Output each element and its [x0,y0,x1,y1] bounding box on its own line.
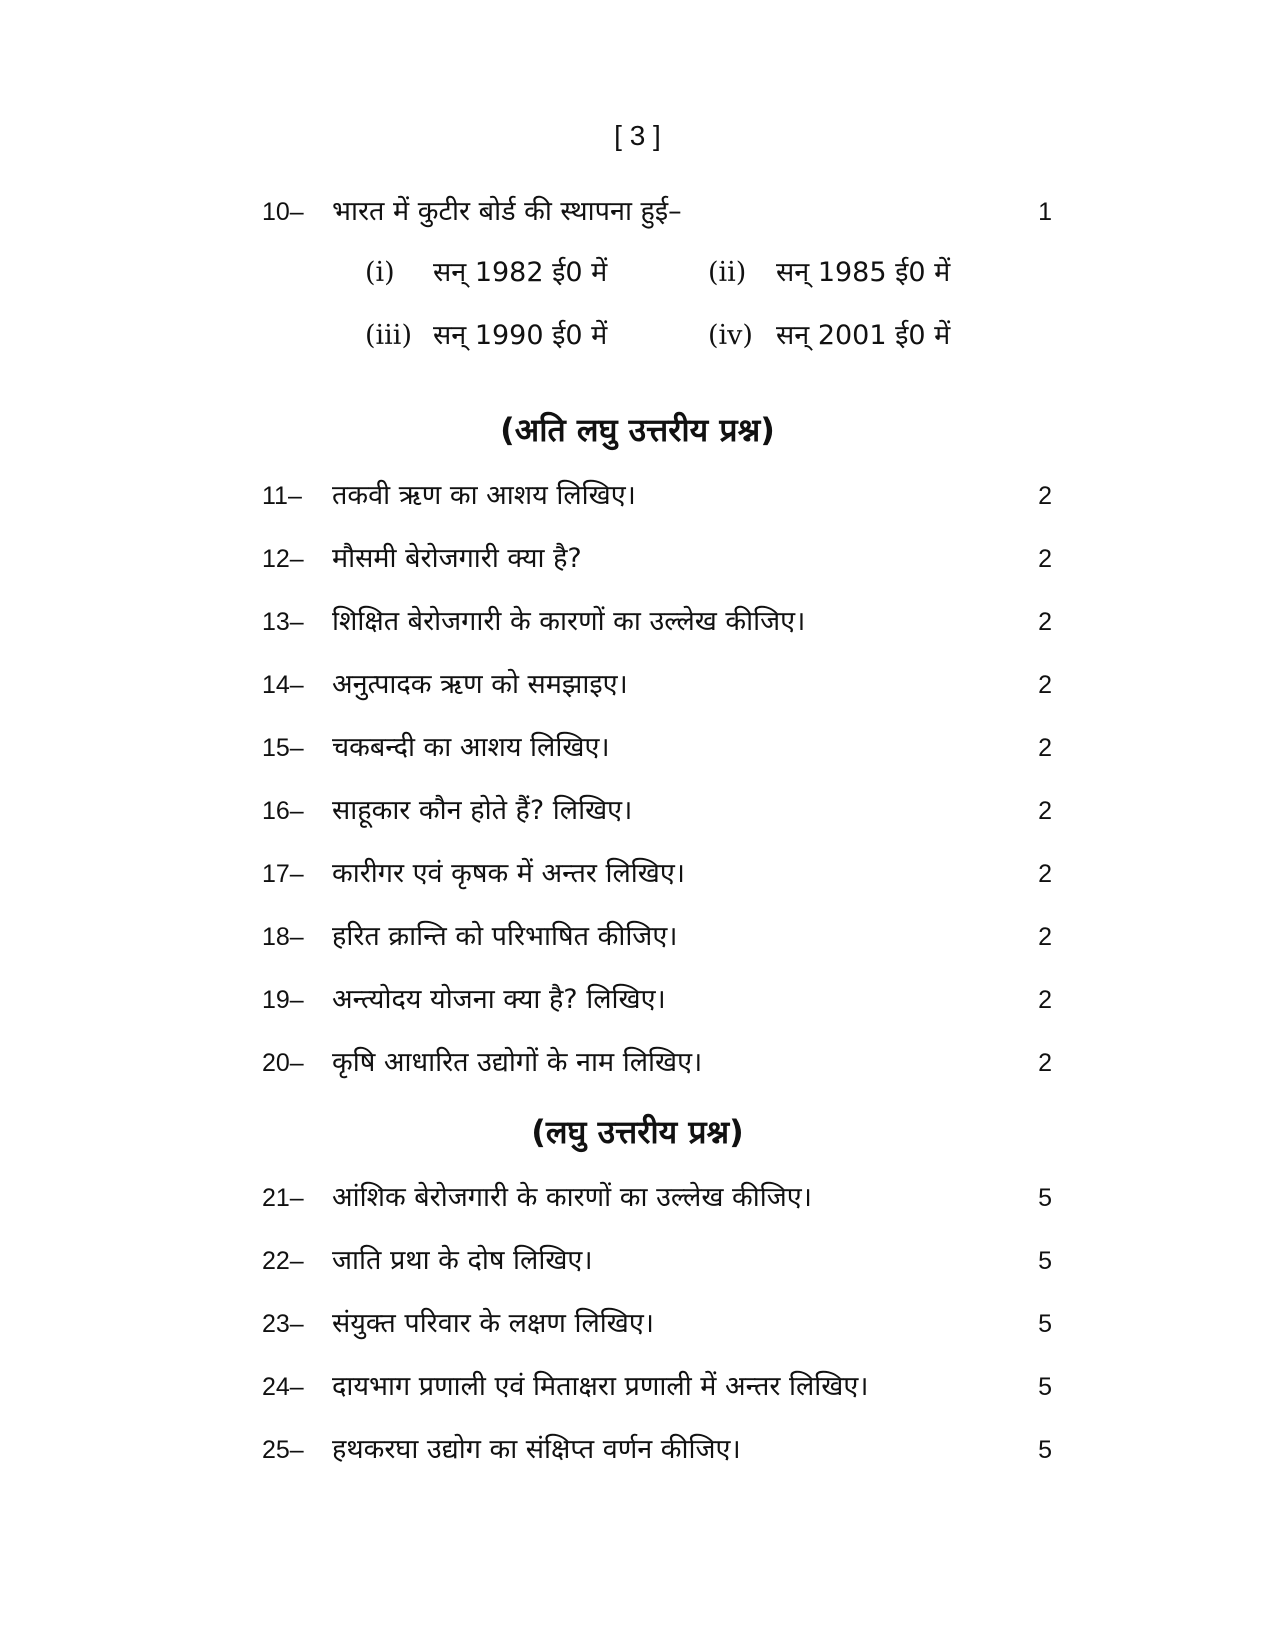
question-marks: 2 [1038,734,1052,762]
question-number: 10– [262,198,304,226]
question-number: 15– [262,734,304,762]
question-10 [262,192,1052,232]
question-text: चकबन्दी का आशय लिखिए। [332,732,610,763]
question-21 [262,1178,1052,1218]
question-number: 19– [262,986,304,1014]
question-text: मौसमी बेरोजगारी क्या है? [332,543,582,574]
option-number: (iii) [365,320,412,351]
question-number: 17– [262,860,304,888]
question-11 [262,476,1052,516]
question-marks: 2 [1038,986,1052,1014]
question-number: 14– [262,671,304,699]
question-marks: 5 [1038,1184,1052,1212]
question-marks: 2 [1038,608,1052,636]
option-number: (ii) [708,257,747,288]
question-number: 13– [262,608,304,636]
question-text: तकवी ऋण का आशय लिखिए। [332,480,636,511]
option-text: सन् 1982 ई0 में [433,257,608,288]
question-text: कृषि आधारित उद्योगों के नाम लिखिए। [332,1047,703,1078]
question-16 [262,791,1052,831]
question-20 [262,1043,1052,1083]
question-number: 16– [262,797,304,825]
question-text: संयुक्त परिवार के लक्षण लिखिए। [332,1308,654,1339]
question-13 [262,602,1052,642]
option-number: (iv) [708,320,753,351]
question-marks: 2 [1038,482,1052,510]
question-23 [262,1304,1052,1344]
question-marks: 2 [1038,671,1052,699]
question-25 [262,1430,1052,1470]
option-text: सन् 1990 ई0 में [433,320,608,351]
option-text: सन् 1985 ई0 में [776,257,951,288]
question-marks: 5 [1038,1310,1052,1338]
question-marks: 2 [1038,545,1052,573]
question-17 [262,854,1052,894]
question-22 [262,1241,1052,1281]
question-text: जाति प्रथा के दोष लिखिए। [332,1245,593,1276]
question-text: अन्त्योदय योजना क्या है? लिखिए। [332,984,666,1015]
question-14 [262,665,1052,705]
question-number: 25– [262,1436,304,1464]
question-19 [262,980,1052,1020]
question-number: 23– [262,1310,304,1338]
question-marks: 5 [1038,1247,1052,1275]
page-number: [ 3 ] [614,120,661,151]
question-text: भारत में कुटीर बोर्ड की स्थापना हुई– [332,196,682,227]
question-number: 11– [262,482,302,510]
question-12 [262,539,1052,579]
question-text: शिक्षित बेरोजगारी के कारणों का उल्लेख कीजिए। [332,606,806,637]
question-number: 24– [262,1373,304,1401]
question-marks: 2 [1038,1049,1052,1077]
question-text: दायभाग प्रणाली एवं मिताक्षरा प्रणाली में अन्तर लिखिए। [332,1371,869,1402]
question-text: हरित क्रान्ति को परिभाषित कीजिए। [332,921,678,952]
question-marks: 2 [1038,923,1052,951]
option-number: (i) [365,257,395,288]
question-marks: 5 [1038,1436,1052,1464]
question-number: 20– [262,1049,304,1077]
question-number: 22– [262,1247,304,1275]
question-number: 12– [262,545,304,573]
question-marks: 2 [1038,860,1052,888]
question-15 [262,728,1052,768]
question-24 [262,1367,1052,1407]
section-heading-very-short: (अति लघु उत्तरीय प्रश्न) [500,411,775,449]
question-text: साहूकार कौन होते हैं? लिखिए। [332,795,633,826]
question-18 [262,917,1052,957]
option-text: सन् 2001 ई0 में [776,320,951,351]
question-marks: 2 [1038,797,1052,825]
section-heading-short: (लघु उत्तरीय प्रश्न) [531,1113,744,1151]
question-number: 21– [262,1184,304,1212]
question-text: अनुत्पादक ऋण को समझाइए। [332,669,628,700]
question-text: आंशिक बेरोजगारी के कारणों का उल्लेख कीजिए। [332,1182,812,1213]
question-number: 18– [262,923,304,951]
question-text: हथकरघा उद्योग का संक्षिप्त वर्णन कीजिए। [332,1434,741,1465]
question-marks: 1 [1038,198,1052,226]
question-text: कारीगर एवं कृषक में अन्तर लिखिए। [332,858,686,889]
question-marks: 5 [1038,1373,1052,1401]
